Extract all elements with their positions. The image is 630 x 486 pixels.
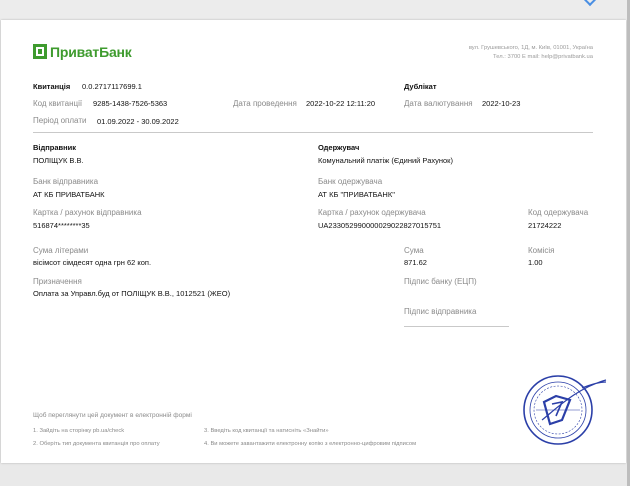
footer-step-4: 4. Ви можете завантажити електронну копію з електронно-цифровим підписом: [204, 441, 417, 447]
transaction-date: 2022-10-22 12:11:20: [306, 99, 376, 108]
viewer-toolbar: [0, 0, 630, 20]
fee-label: Комісія: [528, 246, 555, 255]
logo-text: ПриватБанк: [50, 44, 132, 60]
purpose-text: Оплата за Управл.буд от ПОЛІЩУК В.В., 1012521 (ЖЕО): [33, 289, 231, 298]
recipient-bank-label: Банк одержувача: [318, 177, 383, 186]
bank-stamp-icon: [522, 358, 608, 448]
bank-contacts: Тел.: 3700 E mail: help@privatbank.ua: [493, 54, 593, 60]
privatbank-logo-icon: [33, 44, 47, 59]
footer-step-2: 2. Оберіть тип документа квитанція про оплату: [33, 441, 160, 447]
recipient-code: 21724222: [528, 221, 562, 230]
recipient-account-label: Картка / рахунок одержувача: [318, 208, 426, 217]
amount-words: вісімсот сімдесят одна грн 62 коп.: [33, 258, 152, 267]
recipient-bank: АТ КБ "ПРИВАТБАНК": [318, 190, 395, 199]
recipient-code-label: Код одержувача: [528, 208, 589, 217]
amount-words-label: Сума літерами: [33, 246, 89, 255]
sender-card: 516874********35: [33, 221, 90, 230]
receipt-code: 9285-1438-7526-5363: [93, 99, 168, 108]
sender-bank-label: Банк відправника: [33, 177, 99, 186]
footer-step-3: 3. Введіть код квитанції та натисніть «Знайти»: [204, 428, 329, 434]
bank-signature-label: Підпис банку (ЕЦП): [404, 277, 477, 286]
payment-period: 01.09.2022 - 30.09.2022: [97, 117, 179, 126]
sender-name: ПОЛІЩУК В.В.: [33, 156, 84, 165]
duplicate-label: Дублікат: [404, 82, 437, 91]
receipt-code-label: Код квитанції: [33, 99, 83, 108]
sender-signature-label: Підпис відправника: [404, 307, 477, 316]
divider: [33, 132, 593, 133]
sender-bank: АТ КБ ПРИВАТБАНК: [33, 190, 105, 199]
sender-card-label: Картка / рахунок відправника: [33, 208, 142, 217]
bank-address: вул. Грушевського, 1Д, м. Київ, 01001, Україна: [468, 45, 593, 51]
recipient-header: Одержувач: [318, 143, 360, 152]
date-label: Дата проведення: [233, 99, 297, 108]
value-date-label: Дата валютування: [404, 99, 473, 108]
footer-step-1: 1. Зайдіть на сторінку pb.ua/check: [33, 428, 125, 434]
fee-value: 1.00: [528, 258, 543, 267]
sum-value: 871.62: [404, 258, 427, 267]
footer-title: Щоб переглянути цей документ в електронній формі: [33, 412, 192, 419]
recipient-name: Комунальний платіж (Єдиний Рахунок): [318, 156, 453, 165]
sender-header: Відправник: [33, 143, 77, 152]
chevron-icon[interactable]: [583, 0, 597, 6]
value-date: 2022-10-23: [482, 99, 521, 108]
purpose-label: Призначення: [33, 277, 82, 286]
period-label: Період оплати: [33, 116, 87, 125]
sum-label: Сума: [404, 246, 424, 255]
recipient-account: UA233052990000029022827015751: [318, 221, 442, 230]
receipt-title-label: Квитанція: [33, 82, 71, 91]
receipt-number: 0.0.2717117699.1: [82, 82, 142, 91]
signature-line: [404, 326, 509, 327]
